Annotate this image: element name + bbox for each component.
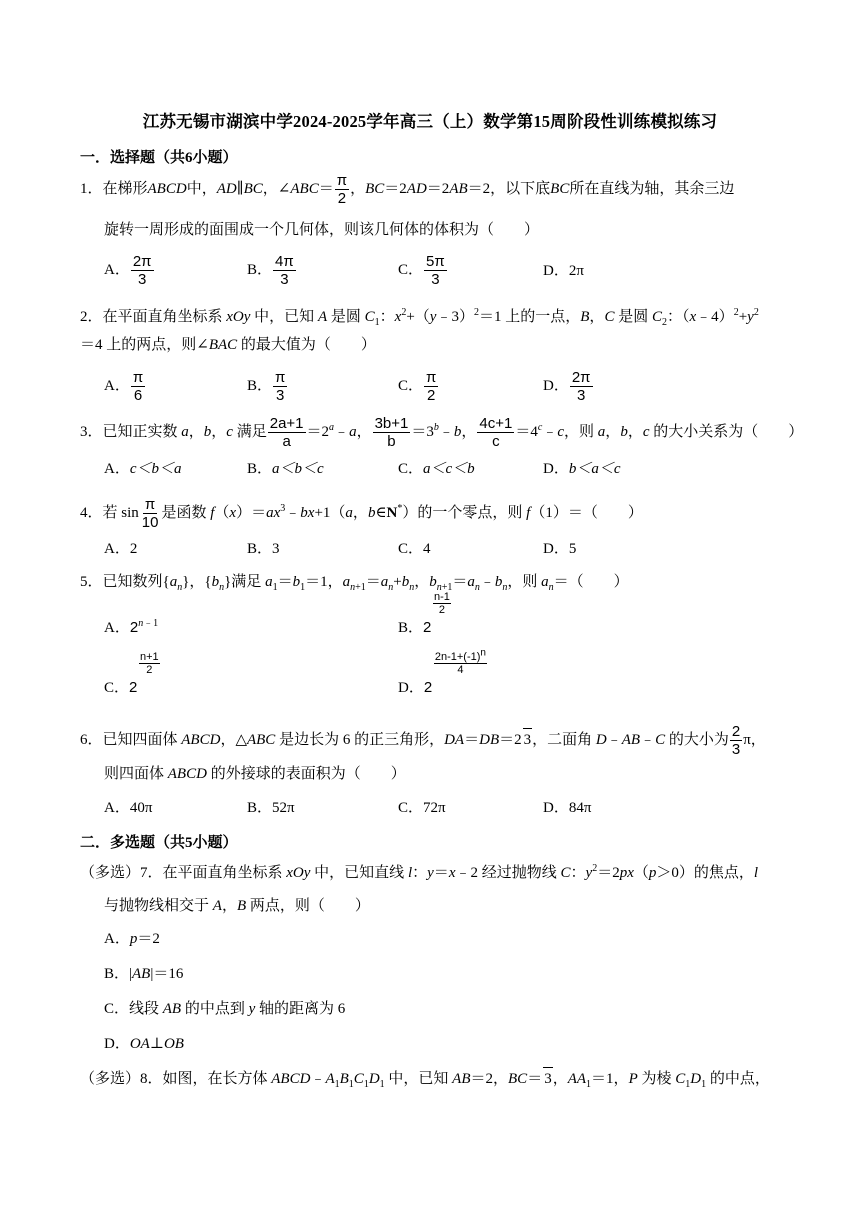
question-5-option-d[interactable]: D．2 $2n-1+(-1)^n$ 4 xyxy=(398,647,486,696)
question-5-option-b[interactable]: B．2 n-1 2 xyxy=(398,591,450,636)
question-6-option-a[interactable]: A．40π xyxy=(104,800,153,816)
question-5-option-c[interactable]: C．2 n+1 2 xyxy=(104,651,159,696)
question-2-option-d[interactable]: D． $\frac{2\pi}{3}$ xyxy=(543,369,591,404)
question-3-option-a[interactable]: A．c＜b＜a xyxy=(104,461,182,477)
question-4-option-a[interactable]: A．2 xyxy=(104,541,138,557)
question-3-option-c[interactable]: C．a＜c＜b xyxy=(398,461,475,477)
question-4-line-1: 4．若 sin $\frac{\pi}{10}$ 是函数 $f(x)=ax^3﹣bx+1(a$，b∈N*）的一个零点，则 f（1）＝（ ） xyxy=(80,496,643,531)
question-6-option-d[interactable]: D．84π xyxy=(543,800,592,816)
question-4-option-b[interactable]: B．3 xyxy=(247,541,280,557)
question-7-option-d[interactable]: D．OA⊥OB xyxy=(104,1036,184,1052)
question-7-line-1: （多选）7．在平面直角坐标系 xOy 中，已知直线 l：y＝x﹣2 经过抛物线 C：$y^2=2px(p>0)$的焦点，l xyxy=(80,863,759,881)
question-7-line-2: 与抛物线相交于 A，B 两点，则（ ） xyxy=(104,898,370,914)
question-2-line-2: ＝4 上的两点，则∠BAC 的最大值为（ ） xyxy=(80,337,376,353)
question-2-line-1: 2．在平面直角坐标系 xOy 中，已知 A 是圆 $C_1$：$x^2+(y﹣3)^2=1$ 上的一点，B，C 是圆 $C_2$：$(x﹣4)^2+y^2$ xyxy=(80,307,759,328)
question-1-option-a[interactable]: A． $\frac{2\pi}{3}$ xyxy=(104,253,152,288)
fraction-pi-over-2: $\frac{\pi}{2}$ xyxy=(336,172,348,207)
question-1-line-1: 1．在梯形ABCD中，AD∥BC，∠ABC＝ $\frac{\pi}{2}$ ，BC＝2AD＝2AB＝2，以下底BC所在直线为轴，其余三边 xyxy=(80,172,735,207)
question-7-option-c[interactable]: C．线段 AB 的中点到 y 轴的距离为 6 xyxy=(104,1001,346,1017)
question-2-option-c[interactable]: C． $\frac{\pi}{2}$ xyxy=(398,369,437,404)
question-7-option-a[interactable]: A．p＝2 xyxy=(104,931,160,947)
question-3-option-d[interactable]: D．b＜a＜c xyxy=(543,461,621,477)
question-2-option-b[interactable]: B． $\frac{\pi}{3}$ xyxy=(247,369,286,404)
question-6-option-c[interactable]: C．72π xyxy=(398,800,446,816)
question-5-line-1: 5．已知数列$\{a_n\}$，$\{b_n\}$满足 $a_1=b_1=1$，$a_{n+1}=a_n+b_n$，$b_{n+1}=a_n﹣b_n$，则 $a_n=$（ ） xyxy=(80,574,629,593)
question-6-line-1: 6．已知四面体 ABCD，△ABC 是边长为 6 的正三角形，DA＝DB＝2 3，二面角 D﹣AB﹣C 的大小为 $\frac{2}{3}$ π， xyxy=(80,723,766,758)
question-3-line-1: 3．已知正实数 a，b，c 满足 $\frac{2a+1}{a}$ $=2^a﹣a$， $\frac{3b+1}{b}$ $=3^b﹣b$， $\frac{4c+1}{c}$ $=4^c﹣c$，则 a，b，c 的大小关系为（ ） xyxy=(80,415,804,450)
question-1-line-2: 旋转一周形成的面围成一个几何体，则该几何体的体积为（ ） xyxy=(104,222,540,238)
section-heading-multiple-choice: 二．多选题（共5小题） xyxy=(80,835,238,851)
question-6-option-b[interactable]: B．52π xyxy=(247,800,295,816)
question-3-option-b[interactable]: B．a＜b＜c xyxy=(247,461,324,477)
question-4-option-c[interactable]: C．4 xyxy=(398,541,431,557)
section-heading-single-choice: 一．选择题（共6小题） xyxy=(80,150,238,166)
question-1-option-d[interactable]: D．2π xyxy=(543,263,584,279)
question-2-option-a[interactable]: A． $\frac{\pi}{6}$ xyxy=(104,369,144,404)
question-1-option-b[interactable]: B． $\frac{4\pi}{3}$ xyxy=(247,253,294,288)
page-title: 江苏无锡市湖滨中学2024-2025学年高三（上）数学第15周阶段性训练模拟练习 xyxy=(142,112,718,131)
question-8-line-1: （多选）8．如图，在长方体 $ABCD﹣A_1B_1C_1D_1$ 中，已知 AB＝2，BC＝ 3，$AA_1=1$，P 为棱 $C_1D_1$ 的中点， xyxy=(80,1067,770,1090)
question-6-line-2: 则四面体 ABCD 的外接球的表面积为（ ） xyxy=(104,766,406,782)
question-4-option-d[interactable]: D．5 xyxy=(543,541,577,557)
question-5-option-a[interactable]: A．$2^{n﹣1}$ xyxy=(104,618,159,636)
question-1-option-c[interactable]: C． $\frac{5\pi}{3}$ xyxy=(398,253,445,288)
question-7-option-b[interactable]: B．|AB|＝16 xyxy=(104,966,184,982)
